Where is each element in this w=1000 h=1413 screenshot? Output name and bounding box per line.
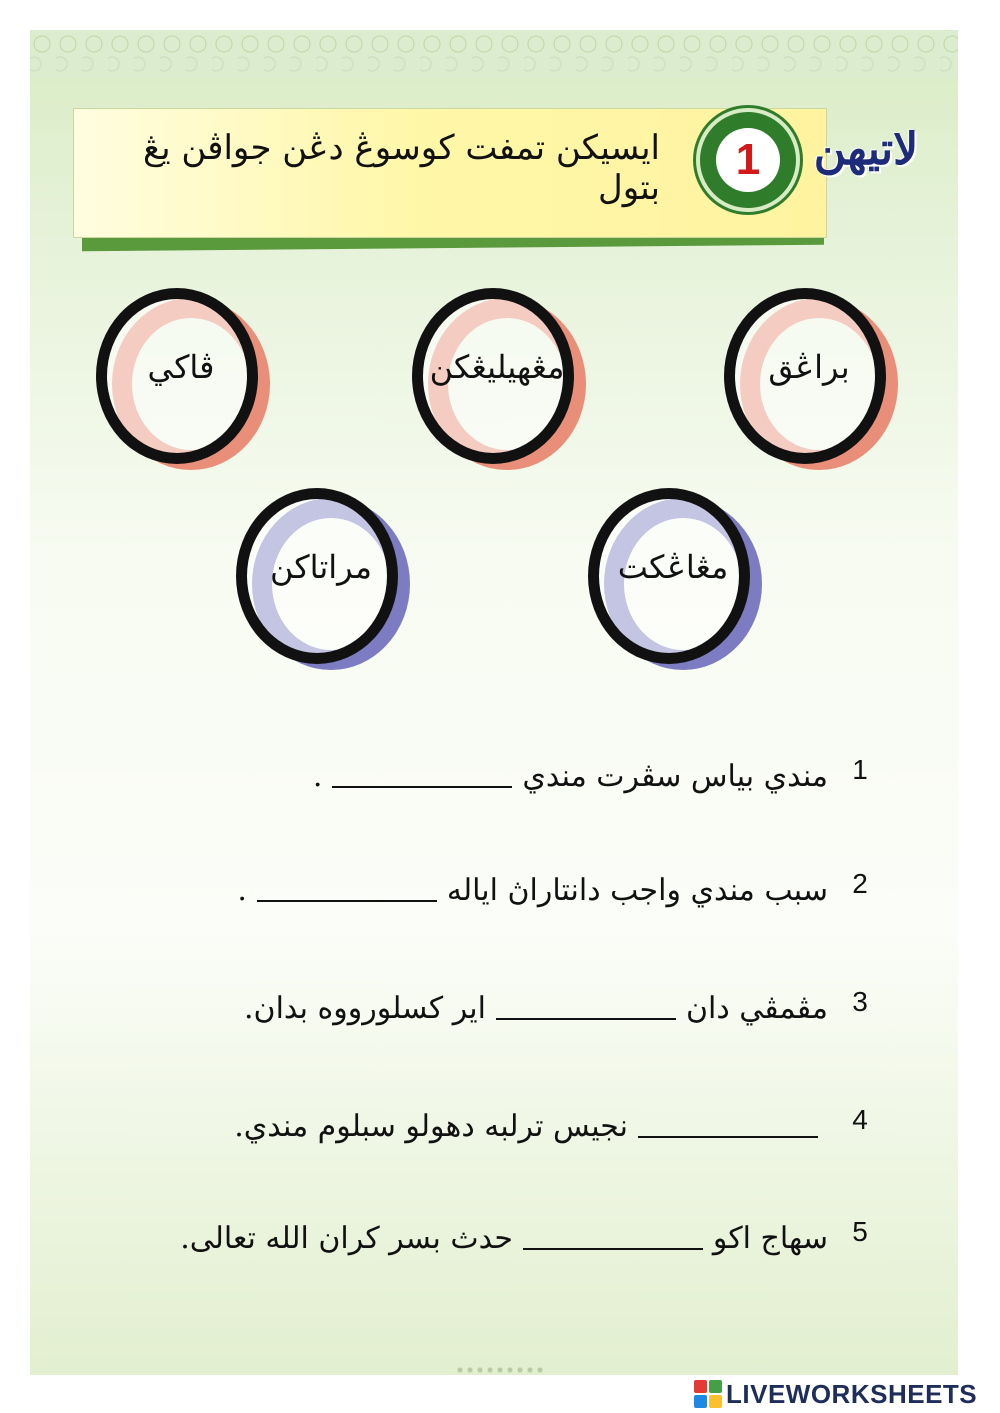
sentence-row <box>120 1208 880 1268</box>
sentence-text <box>237 860 828 920</box>
exercise-number-badge <box>696 108 800 212</box>
sentence-text-before: سبب مندي واجب دانتاراڽ اياله <box>446 872 828 908</box>
sentence-text-before: مندي بياس سڤرت مندي <box>522 758 828 794</box>
sentence-text-after: اير كسلورووه بدان. <box>244 990 486 1026</box>
word-bank-item[interactable] <box>96 288 276 478</box>
exercise-number: 1 <box>716 128 780 192</box>
sentence-text-before: مڤمڤي دان <box>685 990 828 1026</box>
word-bank-item[interactable] <box>724 288 904 478</box>
sentence-number: 3 <box>852 986 868 1017</box>
logo-square <box>694 1380 707 1393</box>
answer-blank[interactable] <box>496 996 676 1020</box>
worksheet-page <box>30 30 958 1375</box>
sentence-row <box>120 746 880 806</box>
liveworksheets-logo-icon <box>694 1380 722 1408</box>
exercise-label: لاتيهن <box>813 124 919 175</box>
logo-square <box>709 1380 722 1393</box>
word-bank-word: مڠاڠكت <box>617 548 729 586</box>
answer-blank[interactable] <box>523 1226 703 1250</box>
sentence-number: 5 <box>852 1216 868 1247</box>
sentence-text <box>234 1096 828 1156</box>
sentence-text-after: نجيس ترلبه دهولو سبلوم مندي. <box>234 1108 628 1144</box>
sentence-text <box>313 746 828 806</box>
word-bank-word: مڠهيليڠكن <box>429 348 565 386</box>
sentence-text-before: سهاج اكو <box>712 1220 828 1256</box>
answer-blank[interactable] <box>332 764 512 788</box>
exercise-instruction: ايسيكن تمفت كوسوڠ دڠن جواڤن يڠ بتول <box>142 128 660 208</box>
word-bank-item[interactable] <box>412 288 592 478</box>
answer-blank[interactable] <box>638 1114 818 1138</box>
sentence-text-after: حدث بسر كران الله تعالى. <box>180 1220 513 1256</box>
sentence-row <box>120 1096 880 1156</box>
sentence-number: 4 <box>852 1104 868 1135</box>
word-bank-word: ڤاكي <box>147 348 215 386</box>
logo-square <box>709 1395 722 1408</box>
liveworksheets-brand[interactable] <box>694 1378 977 1410</box>
word-bank-item[interactable] <box>588 488 768 678</box>
logo-square <box>694 1395 707 1408</box>
sentence-number: 2 <box>852 868 868 899</box>
decorative-border-pattern <box>30 30 958 78</box>
answer-blank[interactable] <box>257 878 437 902</box>
sentence-text <box>244 978 828 1038</box>
word-bank-word: مراتاكن <box>270 548 372 586</box>
sentence-text <box>180 1208 828 1268</box>
sentence-row <box>120 978 880 1038</box>
word-bank-item[interactable] <box>236 488 416 678</box>
footer-ornament <box>455 1364 545 1376</box>
sentence-text-after: . <box>237 872 247 908</box>
sentence-row <box>120 860 880 920</box>
sentence-text-after: . <box>312 758 323 794</box>
word-bank-word: براڠق <box>768 348 850 386</box>
brand-name: LIVEWORKSHEETS <box>726 1378 978 1409</box>
sentence-number: 1 <box>852 754 868 785</box>
